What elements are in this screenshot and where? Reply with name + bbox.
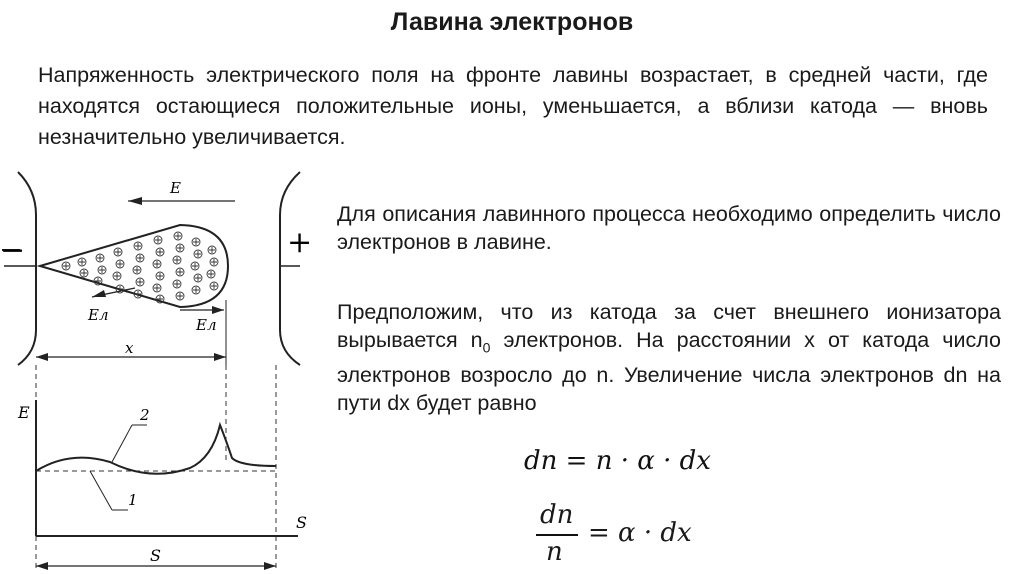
n0-subscript: 0 bbox=[482, 339, 491, 356]
label-El-right: Eл bbox=[196, 316, 217, 334]
formula-dn: dn = n · α · dx bbox=[524, 446, 711, 476]
intro-paragraph: Напряженность электрического поля на фронте лавины возрастает, в средней части, где находятся остающиеся положительные ионы, уменьшается, а вблизи катода — вновь незначительно увеличивается. bbox=[38, 63, 988, 149]
fraction-bar bbox=[536, 534, 578, 536]
label-S-axis: S bbox=[296, 513, 307, 532]
label-El-left: Eл bbox=[88, 306, 109, 324]
paragraph-assumption-part2: электронов. На расстоянии x от катода число электронов возросло до n. Увеличение числа электронов dn на пути dx будет равно bbox=[337, 328, 1001, 416]
paragraph-description: Для описания лавинного процесса необходимо определить число электронов в лавине. bbox=[337, 202, 1001, 254]
cathode-bracket bbox=[18, 172, 36, 365]
label-x: x bbox=[125, 339, 134, 357]
ions bbox=[62, 232, 218, 303]
fraction-denominator: n bbox=[546, 537, 563, 567]
label-S-dim: S bbox=[150, 546, 161, 565]
label-E-axis: E bbox=[18, 403, 30, 422]
curve-2 bbox=[36, 425, 276, 474]
label-curve-2: 2 bbox=[140, 406, 150, 424]
slide-title: Лавина электронов bbox=[390, 8, 634, 36]
minus-sign: − bbox=[0, 233, 26, 268]
paragraph-assumption-part1: Предположим, что из катода за счет внешнего ионизатора вырывается n bbox=[337, 300, 1001, 352]
anode-bracket bbox=[280, 172, 300, 365]
fraction-numerator: dn bbox=[540, 500, 574, 530]
paragraph-assumption bbox=[337, 298, 1001, 417]
fraction-rhs: = α · dx bbox=[588, 518, 692, 548]
plus-sign: + bbox=[287, 225, 313, 260]
label-curve-1: 1 bbox=[128, 491, 138, 509]
label-E-top: E bbox=[170, 179, 181, 197]
avalanche-figure bbox=[0, 165, 320, 574]
